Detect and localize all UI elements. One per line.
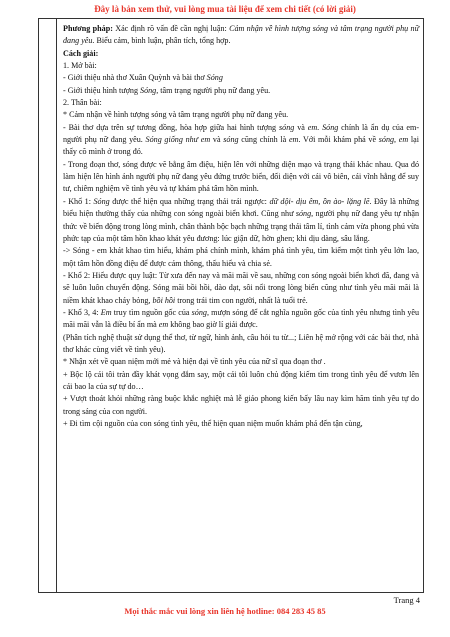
- k3-e: , mượn sóng để cắt nghĩa nguồn gốc của tình yêu nhưng tình yêu mãi mãi vẫn là điều bí ẩn mà: [63, 307, 420, 330]
- bullet-2: + Vượt thoát khỏi những ràng buộc khắc nghiệt mà lễ giáo phong kiến bấy lâu nay kìm hãm tình yêu tự do trong sáng của con người.: [63, 394, 419, 416]
- k3-d: sóng: [191, 307, 207, 317]
- intro-line-2: [63, 85, 419, 97]
- kho-2-paragraph: [63, 270, 419, 307]
- k3-f: em: [158, 320, 169, 330]
- preview-banner: Đây là bản xem thử, vui lòng mua tài liệu để xem chi tiết (có lời giải): [94, 4, 356, 14]
- p1-n: sóng: [378, 135, 395, 145]
- paren-note: (Phân tích nghệ thuật sử dụng thể thơ, từ ngữ, hình ảnh, câu hỏi tu từ...; Liên hệ mở rộng với các bài thơ, nhà thơ khác cùng viết về tình yêu).: [63, 332, 419, 354]
- p1-k: cũng chính là: [238, 135, 289, 145]
- p1-m: . Với mỗi khám phá về: [298, 135, 379, 145]
- page-number: Trang 4: [393, 595, 420, 605]
- than-bai-heading: 2. Thân bài:: [63, 98, 102, 108]
- intro1-title: Sóng: [206, 73, 223, 83]
- k1-d: dữ dội- dịu êm, ồn ào- lặng lẽ: [269, 196, 370, 206]
- footer-hotline: Mọi thắc mắc vui lòng xin liên hệ hotline: 084 283 45 85: [124, 606, 326, 616]
- p1-b: sóng: [279, 122, 295, 132]
- k3-b: Em: [100, 307, 112, 317]
- arrow-paragraph: -> Sóng - em khát khao tìm hiểu, khám phá chính mình, khám phá tình yêu, tìm kiếm một tình yêu lớn lao, một tâm hồn đồng điệu để được cảm thông, thấu hiểu và chia sẻ.: [63, 246, 419, 268]
- k1-e: . Đây là những biểu hiện thường thấy của những con sóng ngoài biển khơi. Cũng như: [63, 196, 419, 219]
- method-label: Phương pháp:: [63, 24, 113, 33]
- p1-o: ,: [394, 135, 399, 145]
- p1-f: Sóng: [322, 122, 339, 132]
- k1-b: Sóng: [93, 196, 110, 206]
- p1-i: và: [210, 135, 224, 145]
- k1-g: , người phụ nữ đang yêu tự nhận thức về biến động trong lòng mình, chân thành bộc bạch những trạng thái tâm lí, tình cảm vừa phong phú vừa phức tạp của một tâm hồn khao khát yêu đương: lúc giận dữ, hờn ghen; khi dịu dàng, sâu lắng.: [63, 209, 419, 243]
- nhan-xet-line: * Nhận xét về quan niệm mới mẻ và hiện đại về tình yêu của nữ sĩ qua đoạn thơ .: [63, 357, 326, 367]
- k1-c: được thể hiện qua những trạng thái trái ngược:: [109, 196, 270, 206]
- paragraph-2: - Trong đoạn thơ, sóng được vẽ bằng âm điệu, hiện lên với những diện mạo và trạng thái khác nhau. Qua đó làm hiện lên hình ảnh người phụ nữ đang yêu đứng trước biển, đối diện với cái vô biên, cái vĩnh hằng để suy tư, chiêm nghiệm về tình yêu và tự khám phá tâm hồn mình.: [63, 159, 419, 194]
- p1-j: sóng: [223, 135, 239, 145]
- method-text-b: Cảm nhận về hình tượng sóng và tâm trạng người phụ nữ đang yêu.: [63, 24, 419, 46]
- bullet-1: + Bộc lộ cái tôi tràn đầy khát vọng đắm say, một cái tôi luôn chủ động kiếm tìm trong tình yêu để vươn lên cái bao la của sự tự do…: [63, 369, 419, 391]
- solution-label: Cách giải:: [63, 48, 99, 58]
- intro2-text-c: , tâm trạng người phụ nữ đang yêu.: [156, 85, 271, 95]
- p1-h: Sóng giống như em: [145, 135, 211, 145]
- k3-c: truy tìm nguồn gốc của: [111, 307, 192, 317]
- p1-c: và: [294, 122, 308, 132]
- method-text-c: Biểu cảm, bình luận, phân tích, tổng hợp.: [94, 36, 231, 46]
- intro2-title: Sóng: [140, 85, 157, 95]
- k3-g: không bao giờ lí giải được.: [168, 320, 258, 330]
- p1-l: em: [288, 135, 299, 145]
- paragraph-1: [63, 122, 419, 159]
- k1-f: sóng: [295, 209, 312, 219]
- bullet-3: + Đi tìm cội nguồn của con sóng tình yêu, thể hiện quan niệm muốn khám phá đến tận cùng,: [63, 419, 363, 428]
- kho-3-4-paragraph: [63, 307, 419, 332]
- intro1-text: - Giới thiệu nhà thơ Xuân Quỳnh và bài thơ: [63, 73, 207, 83]
- method-paragraph: [63, 23, 419, 48]
- table-left-column: [39, 19, 57, 592]
- k2-b: bồi hồi: [152, 295, 176, 305]
- p1-e: .: [317, 122, 323, 132]
- intro2-text-a: - Giới thiệu hình tượng: [63, 85, 141, 95]
- p1-q: lại thấy cõ mình ở trong đó.: [63, 135, 420, 157]
- p1-p: em: [398, 135, 409, 145]
- k2-c: trong trái tim con người, nhất là tuổi trẻ.: [175, 295, 308, 305]
- answer-content: [63, 23, 419, 430]
- answer-table: [38, 18, 424, 593]
- p1-a: - Bài thơ dựa trên sự tương đồng, hòa hợp giữa hai hình tượng: [63, 122, 279, 132]
- p1-g: chính là ẩn dụ của em- người phụ nữ đang yêu.: [63, 122, 420, 145]
- k3-a: - Khổ 3, 4:: [63, 307, 101, 317]
- intro-line-1: [63, 72, 419, 84]
- mo-bai-heading: 1. Mở bài:: [63, 61, 97, 71]
- cam-nhan-line: * Cảm nhận về hình tượng sóng và tâm trạng người phụ nữ đang yêu.: [63, 110, 289, 120]
- kho-1-paragraph: [63, 196, 419, 245]
- k2-a: - Khổ 2: Hiểu được quy luật: Từ xưa đến nay và mãi mãi về sau, những con sóng ngoài biển khơi đã, đang và sẽ luôn luôn chuyển động. Sóng mãi bồi hồi, dào dạt, sôi nổi trong lòng biển cũng như tình yêu mãi mãi là niềm khát khao cháy bỏng,: [63, 270, 419, 305]
- p1-d: em: [307, 122, 318, 132]
- method-text-a: Xác định rõ vấn đề cần nghị luận:: [112, 24, 230, 33]
- k1-a: - Khổ 1:: [63, 196, 94, 206]
